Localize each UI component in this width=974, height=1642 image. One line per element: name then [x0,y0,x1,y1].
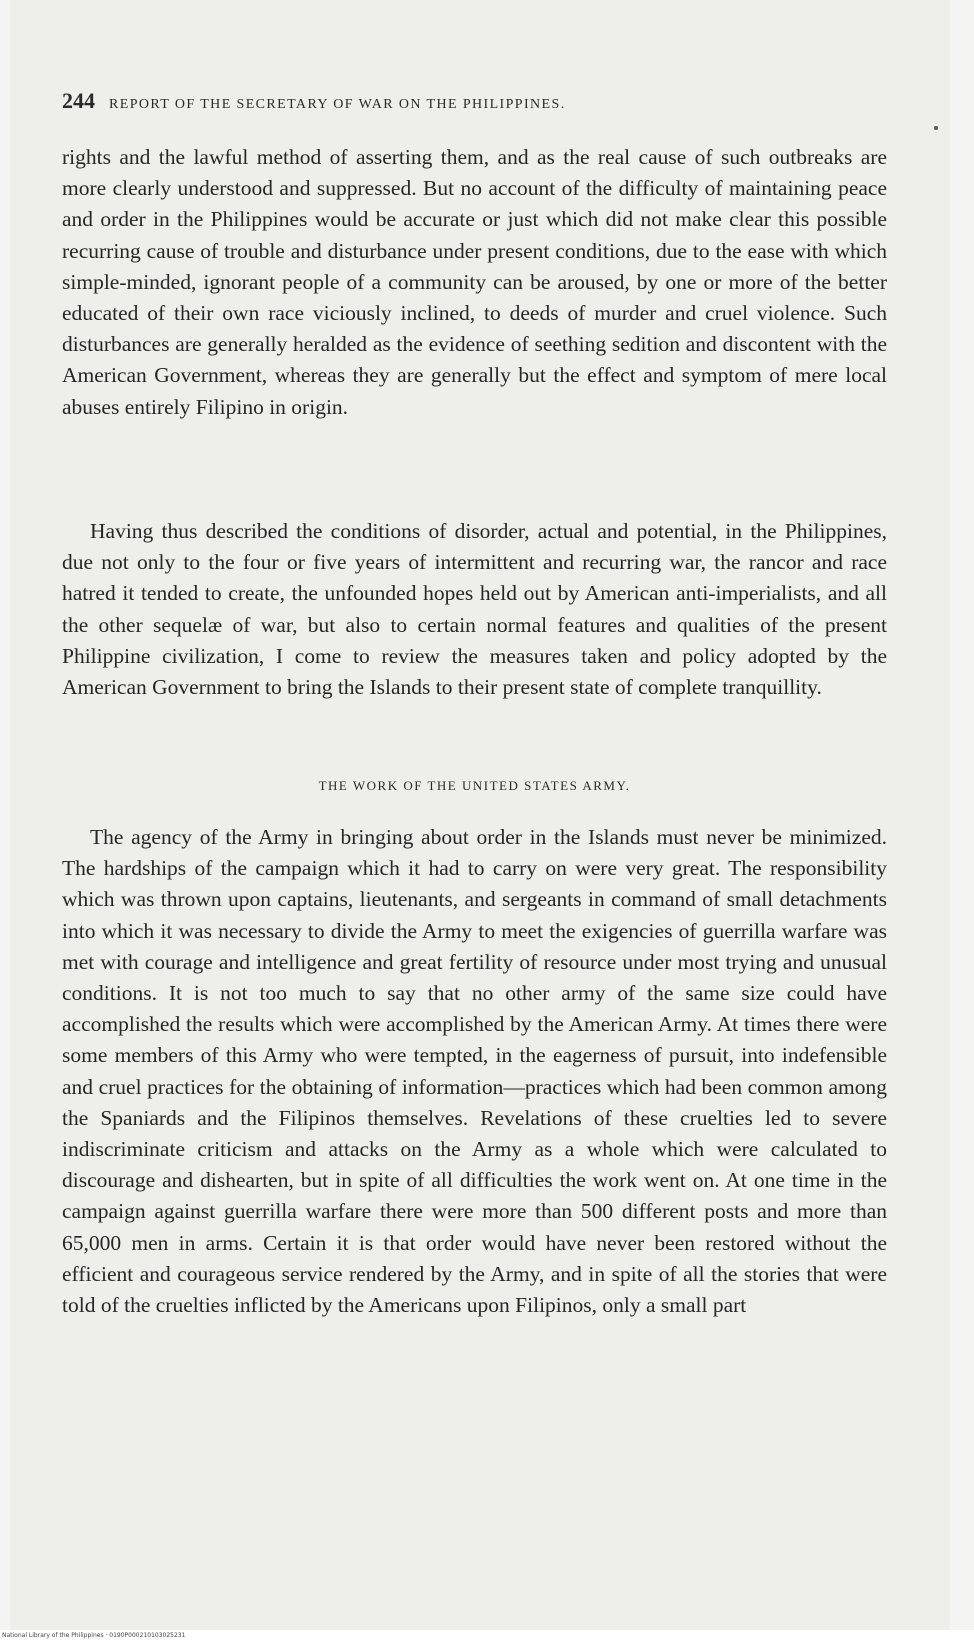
library-stamp: National Library of the Philippines · 0190P000210103025231 [2,1632,186,1639]
paragraph-3: The agency of the Army in bringing about order in the Islands must never be minimized. The hardships of the campaign which it had to carry on were very great. The responsibility which was thrown upon captains, lieutenants, and sergeants in command of small detachments into which it was necessary to divide the Army to meet the exigencies of guerrilla warfare was met with courage and intelligence and great fertility of resource under most trying and unusual conditions. It is not too much to say that no other army of the same size could have accomplished the results which were accomplished by the American Army. At times there were some members of this Army who were tempted, in the eagerness of pursuit, into indefensible and cruel practices for the obtaining of information—practices which had been common among the Spaniards and the Filipinos themselves. Revelations of these cruelties led to severe indiscriminate criticism and attacks on the Army as a whole which were calculated to discourage and dishearten, but in spite of all difficulties the work went on. At one time in the campaign against guerrilla warfare there were more than 500 different posts and more than 65,000 men in arms. Certain it is that order would have never been restored without the efficient and courageous service rendered by the Army, and in spite of all the stories that were told of the cruelties inflicted by the Americans upon Filipinos, only a small part [62,825,887,1318]
scan-speck [934,126,938,130]
running-title: REPORT OF THE SECRETARY OF WAR ON THE PHILIPPINES. [109,97,566,112]
section-heading: THE WORK OF THE UNITED STATES ARMY. [318,778,631,793]
paragraph-2: Having thus described the conditions of disorder, actual and potential, in the Philippines, due not only to the four or five years of intermittent and recurring war, the rancor and race hatred it tended to create, the unfounded hopes held out by American anti-imperialists, and all the other sequelæ of war, but also to certain normal features and qualities of the present Philippine civilization, I come to review the measures taken and policy adopted by the American Government to bring the Islands to their present state of complete tranquillity. [62,519,887,700]
page-number: 244 [62,88,95,113]
paragraph-1: rights and the lawful method of asserting them, and as the real cause of such outbreaks are more clearly understood and suppressed. But no account of the difficulty of maintaining peace and order in the Philippines would be accurate or just which did not make clear this possible recurring cause of trouble and disturbance under present conditions, due to the ease with which simple-minded, ignorant people of a community can be aroused, by one or more of the better educated of their own race viciously inclined, to deeds of murder and cruel violence. Such disturbances are generally heralded as the evidence of seething sedition and discontent with the American Government, whereas they are generally but the effect and symptom of mere local abuses entirely Filipino in origin. [62,145,887,419]
running-head [62,88,882,114]
